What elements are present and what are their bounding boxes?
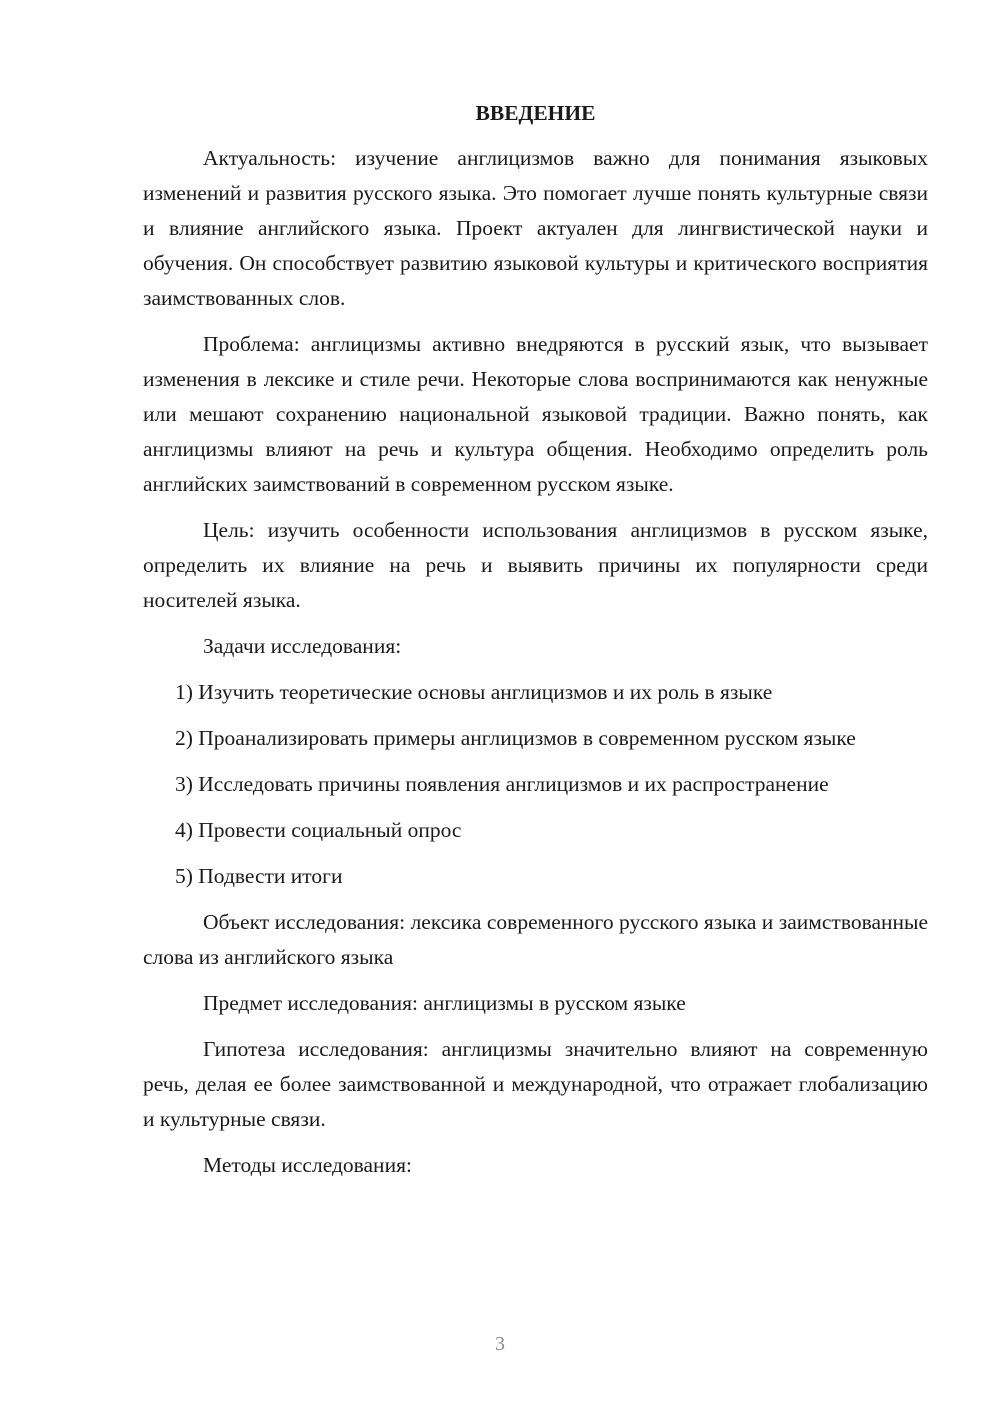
paragraph-relevance: Актуальность: изучение англицизмов важно для понимания языковых изменений и развития русского языка. Это помогает лучше понять культурные связи и влияние английского языка. Проект актуален для лингвистической науки и обучения. Он способствует развитию языковой культуры и критического восприятия заимствованных слов.	[143, 146, 928, 310]
page-content	[143, 96, 928, 1194]
task-item-1: 1) Изучить теоретические основы англицизмов и их роль в языке	[175, 680, 773, 704]
task-item-5: 5) Подвести итоги	[175, 864, 343, 888]
page-number: 3	[495, 1333, 505, 1355]
task-item-4: 4) Провести социальный опрос	[175, 818, 462, 842]
paragraph-subject: Предмет исследования: англицизмы в русском языке	[203, 991, 686, 1015]
task-item-3: 3) Исследовать причины появления англицизмов и их распространение	[175, 772, 829, 796]
paragraph-problem: Проблема: англицизмы активно внедряются в русский язык, что вызывает изменения в лексике и стиле речи. Некоторые слова воспринимаются как ненужные или мешают сохранению национальной языковой традиции. Важно понять, как англицизмы влияют на речь и культура общения. Необходимо определить роль английских заимствований в современном русском языке.	[143, 332, 928, 496]
task-item-2: 2) Проанализировать примеры англицизмов в современном русском языке	[175, 726, 856, 750]
paragraph-tasks-heading: Задачи исследования:	[203, 634, 402, 658]
paragraph-goal: Цель: изучить особенности использования англицизмов в русском языке, определить их влияние на речь и выявить причины их популярности среди носителей языка.	[143, 518, 928, 612]
paragraph-hypothesis: Гипотеза исследования: англицизмы значительно влияют на современную речь, делая ее более заимствованной и международной, что отражает глобализацию и культурные связи.	[143, 1037, 928, 1131]
page-title: ВВЕДЕНИЕ	[475, 101, 596, 125]
paragraph-methods-heading: Методы исследования:	[203, 1153, 412, 1177]
paragraph-object: Объект исследования: лексика современного русского языка и заимствованные слова из английского языка	[143, 910, 928, 969]
